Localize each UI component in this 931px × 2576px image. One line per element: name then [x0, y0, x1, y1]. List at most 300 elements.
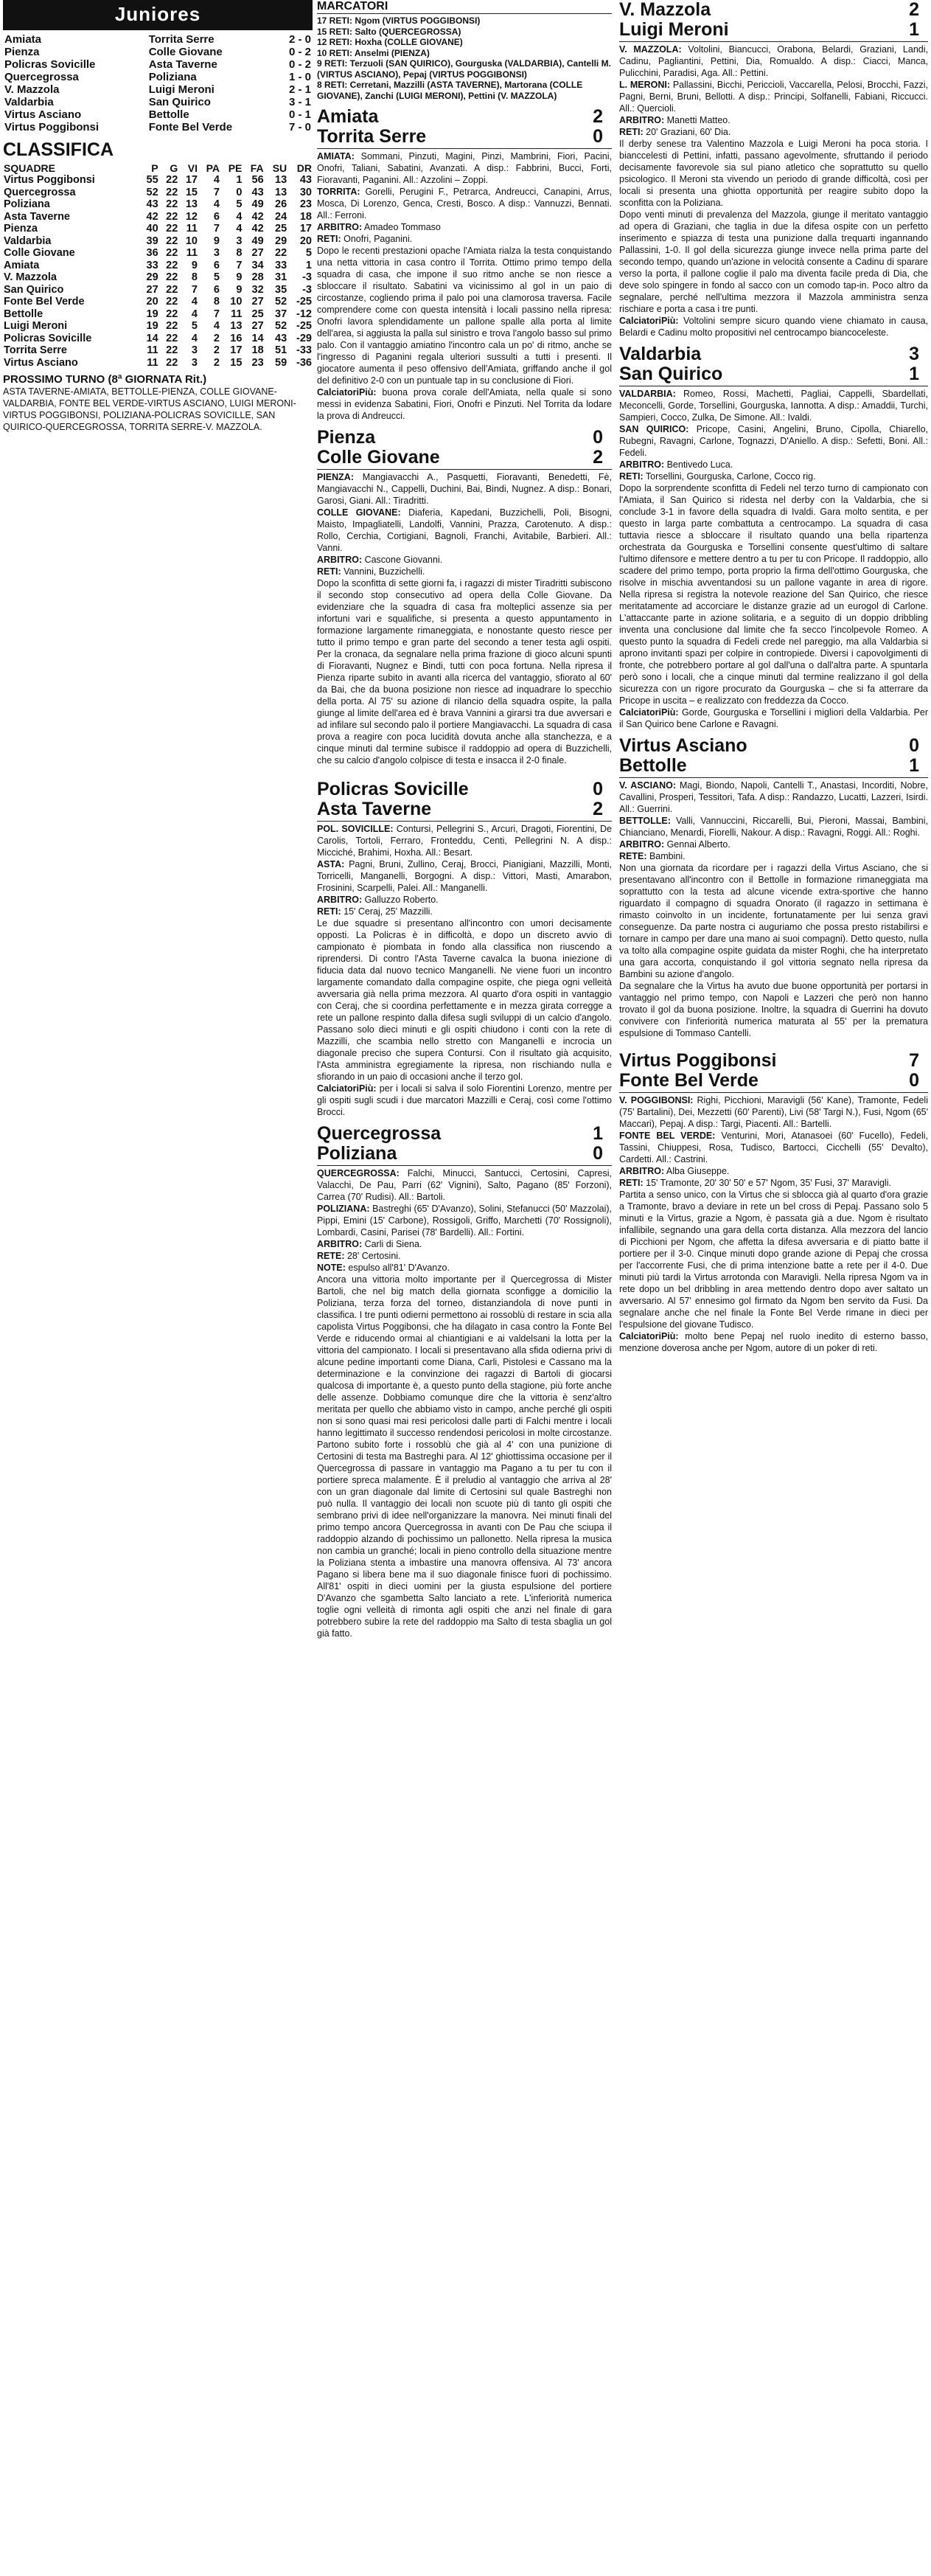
match-report — [619, 736, 928, 1039]
standings-row — [3, 211, 313, 223]
standings-row — [3, 344, 313, 357]
paragraph-label: RETI: — [317, 906, 341, 917]
paragraph-text: espulso all'81' D'Avanzo. — [345, 1263, 450, 1273]
standings-cell: 27 — [146, 283, 158, 296]
away-goals: 0 — [909, 1070, 919, 1091]
away-team-line — [619, 364, 928, 384]
paragraph-text: Valli, Vannuccini, Riccarelli, Bui, Pieroni, Massai, Bambini, Chianciano, Menardi, Fiorelli, Nakour. A disp.: Ravagni, Roggi. All.: Roghi. — [619, 816, 928, 838]
standings-header — [3, 162, 313, 174]
standings-row — [3, 174, 313, 187]
standings-cell: -12 — [296, 308, 312, 320]
away-goals: 0 — [593, 1143, 603, 1164]
team-name: Virtus Poggibonsi — [4, 174, 95, 186]
home-goals: 1 — [593, 1123, 603, 1144]
report-paragraph — [317, 554, 612, 566]
standings-cell: 4 — [213, 174, 220, 186]
paragraph-label: RETI: — [619, 1178, 644, 1188]
home-team: Policras Sovicille — [317, 779, 469, 799]
standings-cell: 27 — [251, 320, 264, 332]
report-paragraph — [619, 471, 928, 482]
away-goals: 2 — [593, 799, 603, 819]
paragraph-text: buona prova corale dell'Amiata, nella quale si sono messi in evidenza Sabatini, Fiori, Onofri e Pinzuti. Nel Torrita da lodare la prova di Andreucci. — [317, 387, 612, 421]
result-row — [3, 96, 313, 108]
paragraph-label: CalciatoriPiù: — [317, 387, 377, 397]
home-team-line — [619, 736, 928, 756]
paragraph-text: Dopo venti minuti di prevalenza del Mazzola, giunge il meritato vantaggio ad opera di Graziani, che taglia in due la difesa ospite con un perfetto inserimento e spiazza di testa una punizione dalla trequarti ingannando Pallassini, 1-0. Il gol della sicurezza giunge invece nella prima parte del secondo tempo, quando un'azione in velocità consente a Cadinu di sparare verso la porta, il pallone coglie il palo ma diventa facile preda di Dia, che deve solo spingere in fondo al sacco con un comodo tap-in. Poco altro da segnalare, perché nell'ultima mezzora il Mazzola amministra senza rischiare e porta a casa i tre punti. — [619, 209, 928, 314]
standings-cell: 33 — [275, 259, 287, 271]
standings-cell: 6 — [213, 283, 220, 296]
paragraph-label: AMIATA: — [317, 151, 355, 162]
home-team: Amiata — [317, 106, 379, 127]
paragraph-text: Diaferia, Kapedani, Buzzichelli, Poli, Bisogni, Maisto, Impagliatelli, Landolfi, Vannini, Prazza, Carotenuto. A disp.: Rollo, Cerchia, Cortigiani, Bagnoli, Franchi, Avitabile, Barbieri. All.: Vanni. — [317, 507, 612, 553]
paragraph-text: Onofri, Paganini. — [341, 234, 413, 244]
paragraph-text: molto bene Pepaj nel ruolo inedito di esterno basso, menzione doverosa anche per Ngom, autore di un poker di reti. — [619, 1331, 928, 1353]
team-name: Amiata — [4, 259, 40, 271]
paragraph-label: VALDARBIA: — [619, 389, 676, 399]
standings-cell: 9 — [236, 271, 243, 283]
paragraph-text: Pagni, Bruni, Zullino, Ceraj, Brocci, Pianigiani, Mazzilli, Monti, Torricelli, Manganelli, Borgogni. A disp.: Vittori, Masti, Amarabon, Frosinini, Scarpelli, Palei. All.: Manganelli. — [317, 859, 612, 893]
standings-cell: 52 — [275, 320, 287, 332]
paragraph-label: ASTA: — [317, 859, 345, 869]
standings-row — [3, 284, 313, 296]
standings-cell: 49 — [251, 198, 264, 210]
paragraph-text: Da segnalare che la Virtus ha avuto due buone opportunità per portarsi in vantaggio nel primo tempo, con Napoli e Lazzeri che però non hanno trovato il gol da buona posizione. Inoltre, la squadra di Guerrini ha dovuto convivere con l'inferiorità numerica maturata al 55' per la prematura espulsione di Tommaso Cantelli. — [619, 981, 928, 1038]
away-goals: 1 — [909, 755, 919, 776]
away-team: Poliziana — [317, 1143, 397, 1164]
standings-cell: 59 — [275, 356, 287, 369]
paragraph-label: L. MERONI: — [619, 80, 671, 90]
result-score: 0 - 1 — [288, 108, 311, 121]
paragraph-text: Sommani, Pinzuti, Magini, Pinzi, Mambrini, Fiori, Pacini, Onofri, Taliani, Sabatini, Avanzati. A disp.: Fabbrini, Bucci, Forti, Fioravanti, Paganini. All.: Azzolini – Zoppi. — [317, 151, 612, 185]
result-home: Pienza — [4, 46, 40, 58]
paragraph-label: RETI: — [619, 127, 644, 137]
report-paragraph — [317, 186, 612, 221]
paragraph-text: Bambini. — [646, 851, 686, 861]
away-team: Bettolle — [619, 755, 687, 776]
standings-cell: 16 — [230, 332, 243, 344]
standings-cell: 15 — [230, 356, 243, 369]
paragraph-text: Contursi, Pellegrini S., Arcuri, Dragoti, Fiorentini, De Carolis, Tortoli, Ferraro, Fronteddu, Centi, Pellegrini N. A disp.: Micciché, Brahimi, Hoxha. All.: Besart. — [317, 824, 612, 858]
standings-cell: 22 — [166, 271, 178, 283]
standings-cell: 23 — [251, 356, 264, 369]
report-paragraph — [317, 906, 612, 917]
result-row — [3, 108, 313, 121]
home-team-line — [317, 428, 612, 448]
standings-cell: 33 — [146, 259, 158, 271]
standings-cell: 5 — [236, 198, 243, 210]
report-paragraph — [619, 839, 928, 850]
paragraph-label: FONTE BEL VERDE: — [619, 1131, 716, 1141]
away-team-line — [619, 756, 928, 776]
paragraph-text: Galluzzo Roberto. — [362, 895, 439, 905]
standings-cell: 37 — [275, 308, 287, 320]
paragraph-text: Le due squadre si presentano all'incontro con umori decisamente opposti. La Policras è in difficoltà, e dopo un discreto avvio di campionato è piombata in fondo alla classifica non riuscendo a riprendersi. Di contro l'Asta Taverne cavalca la buona iniezione di fiducia data dal nuovo tecnico Manganelli. Ne viene fuori un incontro largamente comandato dalla compagine ospite, che piega ogni velleità avversaria già nella prima mezzora. Al quarto d'ora ospiti in vantaggio con Ceraj, che si coordina perfettamente e in mezza girata corregge a rete un pallone respinto dalla difesa sugli sviluppi di un calcio d'angolo. Passano solo dieci minuti e gli ospiti chiudono i conti con la rete di Mazzilli, che scambia nello stretto con Manganelli e incrocia un diagonale preciso che supera Contursi. Con il risultato già acquisito, l'Asta amministra egregiamente la ripresa, non rischiando nulla e sfiorando in un paio di occasioni anche il terzo gol. — [317, 918, 612, 1082]
report-paragraph — [317, 823, 612, 858]
paragraph-label: ARBITRO: — [619, 115, 665, 125]
standings-cell: -33 — [296, 344, 312, 356]
standings-header-cell: G — [170, 162, 178, 174]
next-round-title: PROSSIMO TURNO (8ª GIORNATA Rit.) — [3, 373, 207, 386]
standings-cell: 11 — [147, 356, 158, 369]
paragraph-text: Pricope, Casini, Angelini, Bruno, Cipolla, Chiarello, Rubegni, Ravagni, Carlone, Tognazzi, D'Aniello. A disp.: Sefetti, Boni. All.: Fedeli. — [619, 424, 928, 458]
standings-cell: 17 — [299, 223, 312, 235]
home-goals: 2 — [593, 106, 603, 127]
away-team-line — [317, 448, 612, 468]
standings-cell: 22 — [166, 344, 178, 356]
result-score: 3 - 1 — [288, 96, 311, 108]
standings-cell: 20 — [146, 296, 158, 308]
standings-cell: 12 — [185, 210, 198, 223]
report-paragraph — [619, 1165, 928, 1177]
paragraph-text: Voltolini, Biancucci, Orabona, Belardi, Grazіani, Landi, Cadinu, Pagliantini, Pettini, Dia, Romualdo. A disp.: Cіacci, Manca, Pulicchini, Paradisi, Aga. All.: Pettini. — [619, 44, 928, 78]
match-report — [317, 780, 612, 1118]
divider — [619, 777, 928, 778]
report-paragraph — [317, 1250, 612, 1262]
team-name: Luigi Meroni — [4, 320, 68, 332]
right-column — [619, 0, 928, 1354]
paragraph-text: Pallassini, Bicchi, Pericciolі, Vaccarella, Pelosi, Brocchi, Fazzi, Pagni, Berni, Bruni, Bellotti. A disp.: Principi, Solfanelli, Fabiani, Riccucci. All.: Quercioli. — [619, 80, 928, 114]
paragraph-text: Cascone Giovanni. — [362, 555, 443, 565]
standings-cell: 22 — [166, 296, 178, 308]
standings-row — [3, 223, 313, 235]
paragraph-label: RETI: — [317, 234, 341, 244]
report-paragraph — [619, 862, 928, 980]
paragraph-label: CalciatoriPiù: — [317, 1083, 377, 1094]
standings-cell: 25 — [275, 223, 287, 235]
standings-cell: 52 — [275, 296, 287, 308]
result-score: 0 - 2 — [288, 58, 311, 71]
standings-cell: 2 — [213, 344, 220, 356]
standings-cell: 8 — [213, 296, 220, 308]
result-score: 2 - 1 — [288, 83, 311, 96]
away-team-line — [619, 1071, 928, 1091]
standings-cell: 4 — [191, 296, 198, 308]
paragraph-text: Romeo, Rossi, Machetti, Pagliai, Cappelli, Sbardellati, Meconcelli, Gorde, Torsellini, Gourguska, Iannotta. A disp.: Amaddii, Turchi, Sampieri, Cocco, Zulka, De Simone. All.: Ivaldi. — [619, 389, 928, 423]
standings-row — [3, 260, 313, 272]
home-team: V. Mazzola — [619, 0, 711, 20]
standings-header-cell: DR — [296, 162, 312, 174]
home-goals: 0 — [593, 779, 603, 799]
paragraph-label: RETE: — [619, 851, 647, 861]
away-team-line — [619, 20, 928, 40]
home-goals: 2 — [909, 0, 919, 20]
paragraph-label: V. POGGIBONSI: — [619, 1095, 694, 1105]
home-team: Valdarbia — [619, 344, 702, 364]
team-name: Poliziana — [4, 198, 50, 210]
standings-cell: 26 — [275, 198, 287, 210]
standings-cell: 22 — [166, 174, 178, 186]
away-team: Torrita Serre — [317, 126, 427, 147]
standings-cell: 17 — [185, 174, 198, 186]
standings-cell: 19 — [146, 308, 158, 320]
report-paragraph — [317, 221, 612, 233]
standings-cell: 22 — [166, 308, 178, 320]
paragraph-text: Gennai Alberto. — [664, 839, 730, 850]
standings-cell: 14 — [251, 332, 264, 344]
divider — [317, 469, 612, 470]
team-name: Valdarbia — [4, 235, 52, 247]
result-score: 1 - 0 — [288, 71, 311, 83]
paragraph-label: CalciatoriPiù: — [619, 1331, 679, 1341]
report-paragraph — [317, 858, 612, 894]
standings-cell: 11 — [147, 344, 158, 356]
standings-cell: 51 — [275, 344, 287, 356]
standings-cell: -25 — [296, 296, 312, 308]
scorer-line: 8 RETI: Cerretani, Mazzilli (ASTA TAVERNE), Martorana (COLLE GIOVANE), Zanchi (LUIGI MERONI), Pettini (V. MAZZOLA) — [317, 80, 583, 101]
paragraph-label: BETTOLLE: — [619, 816, 671, 826]
report-paragraph — [317, 577, 612, 766]
standings-cell: 36 — [146, 247, 158, 259]
standings-cell: 13 — [275, 186, 287, 198]
juniores-banner: Juniores — [3, 0, 313, 30]
match-report — [619, 0, 928, 339]
standings-row — [3, 320, 313, 333]
standings-cell: 8 — [236, 247, 243, 259]
report-paragraph — [317, 150, 612, 186]
standings-header-cell: P — [151, 162, 158, 174]
paragraph-text: Ancora una vittoria molto importante per il Quercegrossa di Mister Bartoli, che nel big match della giornata sconfigge a domicilio la Poliziana, terza forza del torneo, distanziandola di nove punti in classifica. I tre punti odierni permettono ai rossoblù di restare in scia alla capolista Virtus Poggibonsi, che ha dilagato in casa contro la Fonte Bel Verde e riducendo ormai al chiantigiani e ai valdelsani la lotta per la vittoria del campionato. I locali si presentavano alla sfida odierna privi di alcune pedine importanti come Diana, Carli, Pistolesi e Cassano ma la determinazione e la convinzione dei ragazzi di Bartoli di giocarsi qualcosa di importante è, a questo punto della stagione, più forte anche delle assenze. Dobbiamo comunque dire che la vittoria è senz'altro meritata per quello che abbiamo visto in campo, anche perché gli ospiti non si sono quasi mai resi pericolosi dalle parti di Falchi mentre i locali hanno legittimato il successo rendendosi pericolosi in molte circostanze. Partono subito forte i rossoblù che già al 4' con una punizione di Certosini di testa ma Bastreghi para. Al 12' ghiottissima occasione per il Quercegrossa di passare in vantaggio ma Pagano a tu per tu con il portiere spreca malamente. È il preludio al vantaggio che arriva al 28' con un gran diagonale dal limite di Certosini sul quale Bastreghi non può nulla. Il vantaggio dei locali non scuote più di tanto gli ospiti che sembrano privi di idee nell'organizzare la manovra. Nei minuti finali del primo tempo ancora Quercegrossa in avanti con De Pau che sciupa il raddoppio alzando di pochissimo un pallonetto. Nella ripresa la musica non cambia un granché; locali in pieno controllo della situazione mentre la Poliziana stenta a imbastire una manovra offensiva. Al 73' ancora Pagano si libera bene ma il suo diagonale finisce fuori di pochissimo. All'81' ospiti in dieci uomini per la giusta espulsione del portiere D'Avanzo che sgambetta Salto lanciato a rete. L'inferiorità numerica toglie ogni velleità di rimonta agli ospiti che anzi nel finale di gara potrebbero subire la rete del raddoppio ma Salto di testa sbaglia un gol già fatto. — [317, 1274, 612, 1639]
paragraph-label: POLIZIANA: — [317, 1204, 370, 1214]
paragraph-label: ARBITRO: — [619, 1166, 665, 1176]
standings-cell: 11 — [186, 247, 198, 259]
standings-cell: 22 — [166, 283, 178, 296]
standings-cell: 43 — [275, 332, 287, 344]
standings-cell: 34 — [251, 259, 264, 271]
standings-cell: 52 — [146, 186, 158, 198]
paragraph-text: 20' Graziani, 60' Dia. — [643, 127, 731, 137]
away-team: Asta Taverne — [317, 799, 432, 819]
next-round-fixtures: ASTA TAVERNE-AMIATA, BETTOLLE-PIENZA, COLLE GIOVANE-VALDARBIA, FONTE BEL VERDE-VIRTUS ASCIANO, LUIGI MERONI-VIRTUS POGGIBONSI, POLIZIANA-POLICRAS SOVICILLE, SAN QUIRICO-QUERCEGROSSA, TORRITA SERRE-V. MAZZOLA. — [3, 386, 296, 432]
paragraph-label: TORRITA: — [317, 187, 360, 197]
scorer-line: 17 RETI: Ngom (VIRTUS POGGIBONSI) — [317, 15, 481, 26]
paragraph-text: Bentivedo Luca. — [664, 459, 733, 470]
report-paragraph — [619, 423, 928, 459]
standings-cell: 4 — [191, 308, 198, 320]
standings-cell: 7 — [213, 186, 220, 198]
standings-header-cell: FA — [250, 162, 264, 174]
result-home: Virtus Asciano — [4, 108, 82, 121]
paragraph-text: Bastreghi (65' D'Avanzo), Solini, Stefanucci (50' Mazzolai), Pippi, Emini (15' Carbone), Rossigoli, Griffo, Marchetti (70' Rossignoli), Lombardi, Casini, Parisei (78' Bardelli). All.: Fortini. — [317, 1204, 612, 1237]
divider — [317, 148, 612, 149]
standings-cell: 11 — [186, 223, 198, 235]
paragraph-text: Gorde, Gourguska e Torsellini i migliori della Valdarbia. Per il San Quirico bene Carlone e Ravagni. — [619, 707, 928, 729]
divider — [619, 1092, 928, 1093]
standings-cell: 2 — [213, 356, 220, 369]
report-paragraph — [619, 850, 928, 862]
paragraph-label: NOTE: — [317, 1263, 346, 1273]
report-paragraph — [619, 114, 928, 126]
paragraph-text: Venturini, Mori, Atanasoei (60' Fucello), Fedeli, Tassini, Chiuppesi, Rosa, Tudisco, Bartocci, Cicchelli (55' Devalto), Cardetti. All.: Castrini. — [619, 1131, 928, 1164]
paragraph-text: Mangiavacchi A., Pasquetti, Fioravanti, Benedetti, Fè, Mangiavacchi N., Cappelli, Duchini, Bai, Bindi, Nugnez. A disp.: Bonari, Garosi, Giani. All.: Tiradritti. — [317, 472, 612, 506]
away-team-line — [317, 127, 612, 147]
report-paragraph — [317, 1238, 612, 1250]
standings-cell: 2 — [213, 332, 220, 344]
standings-cell: 7 — [236, 259, 243, 271]
standings-header-cell: VI — [187, 162, 198, 174]
report-paragraph — [317, 233, 612, 245]
scorer-line: 9 RETI: Terzuoli (SAN QUIRICO), Gourguska (VALDARBIA), Cantelli M. (VIRTUS ASCIANO), Pepaj (VIRTUS POGGIBONSI) — [317, 58, 611, 80]
standings-cell: 28 — [251, 271, 264, 283]
standings-cell: 20 — [299, 235, 312, 247]
home-team: Quercegrossa — [317, 1123, 442, 1144]
match-report — [619, 344, 928, 730]
standings-cell: 19 — [146, 320, 158, 332]
away-team: Fonte Bel Verde — [619, 1070, 759, 1091]
paragraph-label: SAN QUIRICO: — [619, 424, 689, 434]
paragraph-text: Alba Giuseppe. — [664, 1166, 730, 1176]
standings-cell: 42 — [251, 223, 264, 235]
report-paragraph — [619, 388, 928, 423]
result-row — [3, 33, 313, 46]
paragraph-text: Il derby senese tra Valentino Mazzola e Luigi Meroni ha poca storia. I bianccelesti di Pettini, infatti, passano agevolmente, sfruttando il periodo decisamente favorevole sia sul piano atletico che soprattutto su quello psicologico. Il Meroni sta vivendo un periodo di grande difficoltà, così per locali si presenta una ghiotta opportunità per reagire subito dopo la sconfitta con la Poliziana. — [619, 139, 928, 208]
away-goals: 1 — [909, 19, 919, 40]
report-paragraph — [619, 1094, 928, 1130]
standings-cell: 5 — [191, 320, 198, 332]
match-report — [317, 428, 612, 766]
standings-row — [3, 308, 313, 321]
paragraph-label: RETI: — [619, 471, 644, 482]
paragraph-text: Dopo le recenti prestazioni opache l'Amiata rialza la testa conquistando una netta vittoria in casa contro il Torrita. Ottimo primo tempo della squadra di casa, che impone il suo ritmo anche se non riesce a sbloccare il risultato. Sabatini va vicinissimo al gol in un paio di circostanze, cogliendo prima il palo poi una clamorosa traversa. Facile comprendere come con questa intensità i locali passino nella ripresa: Onofri lavora splendidamente un pallone spalle alla porta al limite dell'area, si aggiusta la palla sul sinistro e trova l'angolo basso sul primo palo. Con il vantaggio amiatino l'incontro cala un po' di ritmo, anche se l'ingresso di Paganini regala ulteriori sussulti a tutti i presenti. Il giocatore aumenta il peso offensivo dell'Amiata, griffando anche il gol del definitivo 2-0 con un puntuale tap in su conclusione di Fiori. — [317, 246, 612, 386]
paragraph-text: Partita a senso unico, con la Virtus che si sblocca già al quarto d'ora grazie a Tramonte, bravo a deviare in rete un bel cross di Pepaj. Passano solo 5 minuti e la Virtus, grazie a Ngom, è passata già a due. Ngom è risultato infallibile, segnando una gara della corta distanza. Alla mezzora del lancio di Picchioni per Ngom, che affetta la difesa avversaria e di piatto batte il portiere per il 3-0. Cinque minuti dopo grande azione di Pepaj che crossa per l'accorrente Fusi, che di prima intenzione batte a rete per il 4-0. Due minuti più tardi la Virtus arrotonda con Maravigli. Nella ripresa Ngom va in rete dopo un bel dribbling in area mettendo dentro dopo aver saltato un avversario. Al 57' ennesimo gol firmato da Ngom ben servito da Fusi. Da segnalare anche che nel finale la Fonte Bel Verde rimane in dieci per l'espulsione del giovane Tudisco. — [619, 1190, 928, 1330]
standings-cell: 22 — [166, 186, 178, 198]
standings-cell: 13 — [275, 174, 287, 186]
standings-row — [3, 333, 313, 345]
standings-cell: 32 — [251, 283, 264, 296]
team-name: Pienza — [4, 223, 38, 235]
scorer-line: 15 RETI: Salto (QUERCEGROSSA) — [317, 26, 461, 37]
home-goals: 7 — [909, 1050, 919, 1071]
standings-cell: 4 — [213, 320, 220, 332]
paragraph-text: Non una giornata da ricordare per i ragazzi della Virtus Asciano, che si presentavano all'incontro con il Bettolle in formazione rimaneggiata ma soprattutto con la testa ad alcune vicende extra-sportive che hanno riguardato il compagno di squadra Onorato (il ragazzo in settimana è rimasto coinvolto in un incidente, fortunatamente per lui senza gravi conseguenze. Da parte nostra ci auguriamo che possa presto ristabilirsi e tornare in campo per dare una mano ai suoi compagni). Detto questo, nulla va tolto alla compagine ospite guidata da mister Roghi, che ha interpretato una gara accorta, conquistando il gol vittoria segnato nella ripresa da Bambini su azione d'angolo. — [619, 863, 928, 979]
paragraph-label: V. MAZZOLA: — [619, 44, 682, 55]
standings-cell: 22 — [166, 210, 178, 223]
standings-cell: 22 — [275, 247, 287, 259]
standings-cell: 3 — [191, 344, 198, 356]
paragraph-text: Dopo la sorprendente sconfitta di Fedeli nel terzo turno di campionato con l'Amiata, il San Quirico si ridesta nel derby con la Valdarbia, che si conclude 3-1 in favore della squadra di Ivaldi. Gara molto sentita, e per questo in larga parte combattuta a centrocampo. La squadra di casa tuttavia riesce a sbloccare il risultato quando una bella ripartenza orchestrata da Gourguska e Torsellini consente quest'ultimo di saltare l'ultimo difensore e mettere dentro a tu per tu con Pricope. Il raddoppio, allo scadere del primo tempo, porta proprio la firma dell'ottimo Gourguska, che risolve in mischia avventandosi su un pallone vagante in area di rigore. Nella ripresa si registra la notevole reazione del San Quirico, che riesce meritatamente ad accorciare le distanze grazie ad un eurogol di Carlone. L'attaccante parte in azione solitaria, e a seguito di un doppio dribbling inventa una conclusione dal limite che fa secco l'incolpevole Romeo. A questo punto la squadra di Fedeli crede nel pareggio, ma alla Valdarbia si aprono invitanti spazi per colpire in contropiede. Diversi i capovolgimenti di fronte, che potrebbero portare al gol dall'una o dall'altra parte. A spuntarla però sono i locali, che a cinque minuti dal termine realizzano il gol della sicurezza con un rigore procurato da Gourguska – che si fa atterrare da Pricope in uscita – e realizzato con freddezza da Cocco. — [619, 483, 928, 706]
standings-cell: 39 — [146, 235, 158, 247]
standings-cell: 29 — [146, 271, 158, 283]
standings-cell: 10 — [230, 296, 243, 308]
result-away: San Quirico — [148, 96, 211, 108]
away-goals: 1 — [909, 364, 919, 384]
team-name: Quercegrossa — [4, 186, 76, 198]
standings-cell: 15 — [185, 186, 198, 198]
paragraph-label: RETE: — [317, 1251, 345, 1261]
away-team: San Quirico — [619, 364, 723, 384]
standings-cell: 4 — [236, 210, 243, 223]
report-paragraph — [317, 386, 612, 422]
standings-cell: 24 — [275, 210, 287, 223]
marcatori-title: MARCATORI — [317, 0, 612, 14]
team-name: Asta Taverne — [4, 210, 70, 223]
match-report — [317, 1124, 612, 1639]
team-name: Torrita Serre — [4, 344, 67, 356]
report-paragraph — [317, 917, 612, 1083]
standings-cell: -25 — [296, 320, 312, 332]
paragraph-label: POL. SOVICILLE: — [317, 824, 394, 834]
paragraph-label: QUERCEGROSSA: — [317, 1168, 400, 1178]
standings-cell: 43 — [251, 186, 264, 198]
report-paragraph — [317, 1262, 612, 1274]
standings-cell: 29 — [275, 235, 287, 247]
standings-cell: 22 — [166, 198, 178, 210]
standings-cell: 22 — [166, 259, 178, 271]
report-paragraph — [619, 707, 928, 730]
standings-row — [3, 247, 313, 260]
standings-header-cell: PE — [228, 162, 243, 174]
standings-cell: 1 — [305, 259, 312, 271]
scorer-line: 12 RETI: Hoxha (COLLE GIOVANE) — [317, 37, 463, 47]
paragraph-text: per i locali si salva il solo Fiorentini Lorenzo, mentre per gli ospiti sugli scudi i due marcatori Mazzilli e Ceraj, così come l'ottimo Brocci. — [317, 1083, 612, 1117]
paragraph-label: ARBITRO: — [619, 459, 665, 470]
standings-row — [3, 296, 313, 308]
paragraph-label: RETI: — [317, 566, 341, 577]
standings-cell: 17 — [230, 344, 243, 356]
paragraph-text: Righi, Picchioni, Maravigli (56' Kane), Tramonte, Fedeli (75' Bartalini), Dei, Mezzetti (60' Parenti), Livi (58' Targi N.), Fusi, Ngom (65' Maccari), Pepaj. A disp.: Targi, Piacenti. All.: Bartelli. — [619, 1095, 928, 1129]
standings-cell: 25 — [251, 308, 264, 320]
standings-cell: 4 — [236, 223, 243, 235]
standings-cell: 35 — [275, 283, 287, 296]
divider — [317, 1165, 612, 1166]
standings-cell: -29 — [296, 332, 312, 344]
report-paragraph — [317, 1167, 612, 1203]
team-name: Bettolle — [4, 308, 43, 320]
standings-row — [3, 357, 313, 369]
standings-cell: 42 — [146, 210, 158, 223]
away-team-line — [317, 1144, 612, 1164]
standings-cell: 22 — [166, 356, 178, 369]
home-goals: 0 — [593, 427, 603, 448]
report-paragraph — [619, 482, 928, 707]
standings-cell: 30 — [299, 186, 312, 198]
divider — [619, 41, 928, 42]
home-goals: 0 — [909, 735, 919, 756]
away-team-line — [317, 799, 612, 819]
report-paragraph — [619, 780, 928, 815]
standings-cell: 55 — [146, 174, 158, 186]
standings-header-cell: PA — [206, 162, 220, 174]
report-paragraph — [317, 245, 612, 386]
standings-row — [3, 271, 313, 284]
result-row — [3, 83, 313, 96]
divider — [317, 821, 612, 822]
result-score: 2 - 0 — [288, 33, 311, 46]
match-report — [619, 1051, 928, 1354]
away-goals: 2 — [593, 447, 603, 468]
result-score: 7 - 0 — [288, 121, 311, 133]
result-home: Amiata — [4, 33, 42, 46]
result-away: Luigi Meroni — [148, 83, 215, 96]
standings-cell: 22 — [166, 320, 178, 332]
paragraph-label: CalciatoriPiù: — [619, 316, 679, 326]
paragraph-text: Dopo la sconfitta di sette giorni fa, i ragazzi di mister Tiradritti subiscono il secondo stop consecutivo ad opera della Colle Giovane. Da evidenziare che la squadra di casa fra molteplici assenze sia per infortuni vari e squalifiche, si presenta a questo appuntamento in formazione largamente rimaneggiata, e nonostante questo riesce per tutto il primo tempo e gran parte del secondo a tener testa agli ospiti. Per la cronaca, da segnalare nella prima frazione di gioco alcuni spunti di Fioravanti, Nugnez e Bindi, tutti con poca fortuna. Nella ripresa il Pienza riparte subito in avanti alla ricerca del vantaggio, sfiorato al 60' da Bai, che da buona posizione non riesce ad inquadrare lo specchio della porta. Al 75' su azione di rilancio della squadra ospite, la palla giunge al limite dell'area ed è brava Vannini a girarsi tra due avversari e ad infilare sul secondo palo il portiere Mangiavacchi. La squadra di casa prova a reagire con poca lucidità dovuta anche alla stanchezza, e a cinque minuti dal termine subisce il raddoppio ad opera di Buzzichelli, che su calcio d'angolo colpisce di testa e insacca il 2-0 finale. — [317, 578, 612, 765]
standings-cell: 7 — [213, 308, 220, 320]
standings-row — [3, 235, 313, 248]
report-paragraph — [619, 44, 928, 79]
away-team: Colle Giovane — [317, 447, 440, 468]
standings-cell: 43 — [146, 198, 158, 210]
standings-cell: 49 — [251, 235, 264, 247]
standings-cell: 18 — [251, 344, 264, 356]
result-home: Quercegrossa — [4, 71, 79, 83]
paragraph-text: Torsellini, Gourguska, Carlone, Cocco rig. — [643, 471, 816, 482]
paragraph-label: CalciatoriPiù: — [619, 707, 679, 718]
result-score: 0 - 2 — [288, 46, 311, 58]
team-name: Colle Giovane — [4, 247, 75, 259]
result-away: Torrita Serre — [148, 33, 215, 46]
home-team-line — [317, 780, 612, 799]
paragraph-label: ARBITRO: — [317, 1239, 363, 1249]
